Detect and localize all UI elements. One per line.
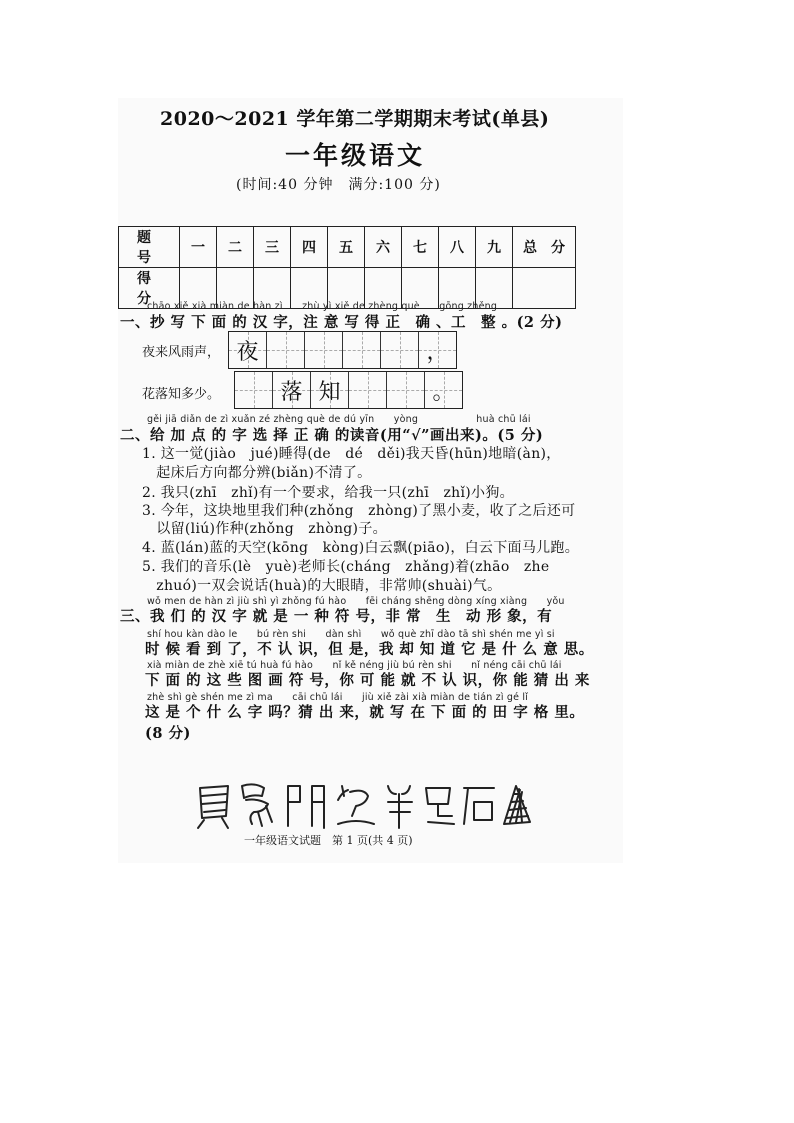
q3-pinyin: shí hou kàn dào le bú rèn shi dàn shì wǒ què zhī dào tā shì shén me yì si <box>147 629 555 640</box>
grid-cell[interactable]: 知 <box>311 372 349 408</box>
q3-pinyin: zhè shì gè shén me zì ma cāi chū lái jiù xiě zài xià miàn de tián zì gé lǐ <box>147 692 529 703</box>
q3-line: 三、我 们 的 汉 字 就 是 一 种 符 号，非 常 生 动 形 象，有 <box>120 608 553 625</box>
pictograph-foot-icon <box>426 788 454 824</box>
q3-points: (8 分) <box>145 725 191 742</box>
q3-pinyin: xià miàn de zhè xiē tú huà fú hào nǐ kě néng jiù bú rèn shi nǐ néng cāi chū lái <box>147 660 562 671</box>
subject-title: 一年级语文 <box>285 141 426 170</box>
q3-line: 这 是 个 什 么 字 吗？猜 出 来，就 写 在 下 面 的 田 字 格 里。 <box>145 704 585 721</box>
grid-cell[interactable]: 夜 <box>229 332 267 368</box>
page-footer: 一年级语文试题 第 1 页(共 4 页) <box>244 834 413 847</box>
grid-cell[interactable] <box>349 372 387 408</box>
column-header: 五 <box>328 227 365 268</box>
poem-line-2-label: 花落知多少。 <box>142 387 221 402</box>
q2-line: 5. 我们的音乐(lè yuè)老师长(cháng zhǎng)着(zhāo zhe <box>142 559 550 575</box>
grid-cell[interactable]: 落 <box>273 372 311 408</box>
column-header: 九 <box>476 227 513 268</box>
q3-line: 时 候 看 到 了，不 认 识，但 是，我 却 知 道 它 是 什 么 意 思。 <box>145 641 594 658</box>
row-label-question-number: 题 号 <box>119 227 180 268</box>
q3-line: 下 面 的 这 些 图 画 符 号，你 可 能 就 不 认 识，你 能 猜 出 来 <box>145 672 590 689</box>
grid-cell[interactable] <box>267 332 305 368</box>
pictograph-net-icon <box>504 786 530 824</box>
score-table <box>118 226 576 309</box>
column-header: 六 <box>365 227 402 268</box>
column-header-total: 总 分 <box>513 227 576 268</box>
q2-line: 以留(liú)作种(zhǒng zhòng)子。 <box>142 521 387 537</box>
q3-pinyin: wǒ men de hàn zì jiù shì yì zhǒng fú hào fēi cháng shēng dòng xíng xiàng yǒu <box>147 596 565 607</box>
row-label-score: 得 分 <box>119 268 180 309</box>
exam-title: 2020～2021 学年第二学期期末考试(单县) <box>160 108 550 130</box>
column-header: 四 <box>291 227 328 268</box>
pictograph-walk-icon <box>338 786 374 824</box>
q2-title: 二、给 加 点 的 字 选 择 正 确 的读音(用“√”画出来)。(5 分) <box>120 427 544 444</box>
grid-cell[interactable] <box>305 332 343 368</box>
pictograph-elephant-icon <box>242 784 272 826</box>
grid-cell[interactable] <box>235 372 273 408</box>
pictograph-shell-icon <box>198 786 228 828</box>
grid-cell[interactable] <box>387 372 425 408</box>
grid-cell[interactable] <box>381 332 419 368</box>
column-header: 七 <box>402 227 439 268</box>
q2-line: 3. 今年，这块地里我们种(zhǒng zhòng)了黑小麦，收了之后还可 <box>142 503 576 519</box>
time-info: (时间:40 分钟 满分:100 分) <box>236 177 441 193</box>
score-table-header-row <box>119 227 576 268</box>
pictograph-sheep-icon <box>388 786 412 828</box>
q2-line: 2. 我只(zhī zhǐ)有一个要求，给我一只(zhī zhǐ)小狗。 <box>142 485 514 501</box>
q2-pinyin: gěi jiā diǎn de zì xuǎn zé zhèng què de dú yīn yòng huà chū lái <box>147 414 531 425</box>
pictograph-symbols <box>192 772 532 832</box>
column-header: 一 <box>180 227 217 268</box>
q2-line: 起床后方向都分辨(biǎn)不清了。 <box>142 465 372 481</box>
q2-line: 1. 这一觉(jiào jué)睡得(de dé děi)我天昏(hūn)地暗(àn)， <box>142 446 561 462</box>
q1-title: 一、抄 写 下 面 的 汉 字，注 意 写 得 正 确 、工 整 。(2 分) <box>120 314 563 331</box>
column-header: 八 <box>439 227 476 268</box>
writing-grid-line-2 <box>234 371 463 409</box>
score-cell-total[interactable] <box>513 268 576 309</box>
grid-cell[interactable]: 。 <box>425 372 462 408</box>
writing-grid-line-1 <box>228 331 457 369</box>
pictograph-stone-icon <box>464 788 494 824</box>
column-header: 三 <box>254 227 291 268</box>
q2-line: zhuó)一双会说话(huà)的大眼睛，非常帅(shuài)气。 <box>142 578 502 594</box>
pictograph-door-icon <box>288 786 324 828</box>
column-header: 二 <box>217 227 254 268</box>
grid-cell[interactable]: ， <box>419 332 456 368</box>
poem-line-1-label: 夜来风雨声， <box>142 345 221 360</box>
grid-cell[interactable] <box>343 332 381 368</box>
q2-line: 4. 蓝(lán)蓝的天空(kōng kòng)白云飘(piāo)，白云下面马儿跑。 <box>142 540 580 556</box>
q1-pinyin: chāo xiě xià miàn de hàn zì zhù yì xiě de zhèng què gōng zhěng <box>147 301 498 312</box>
